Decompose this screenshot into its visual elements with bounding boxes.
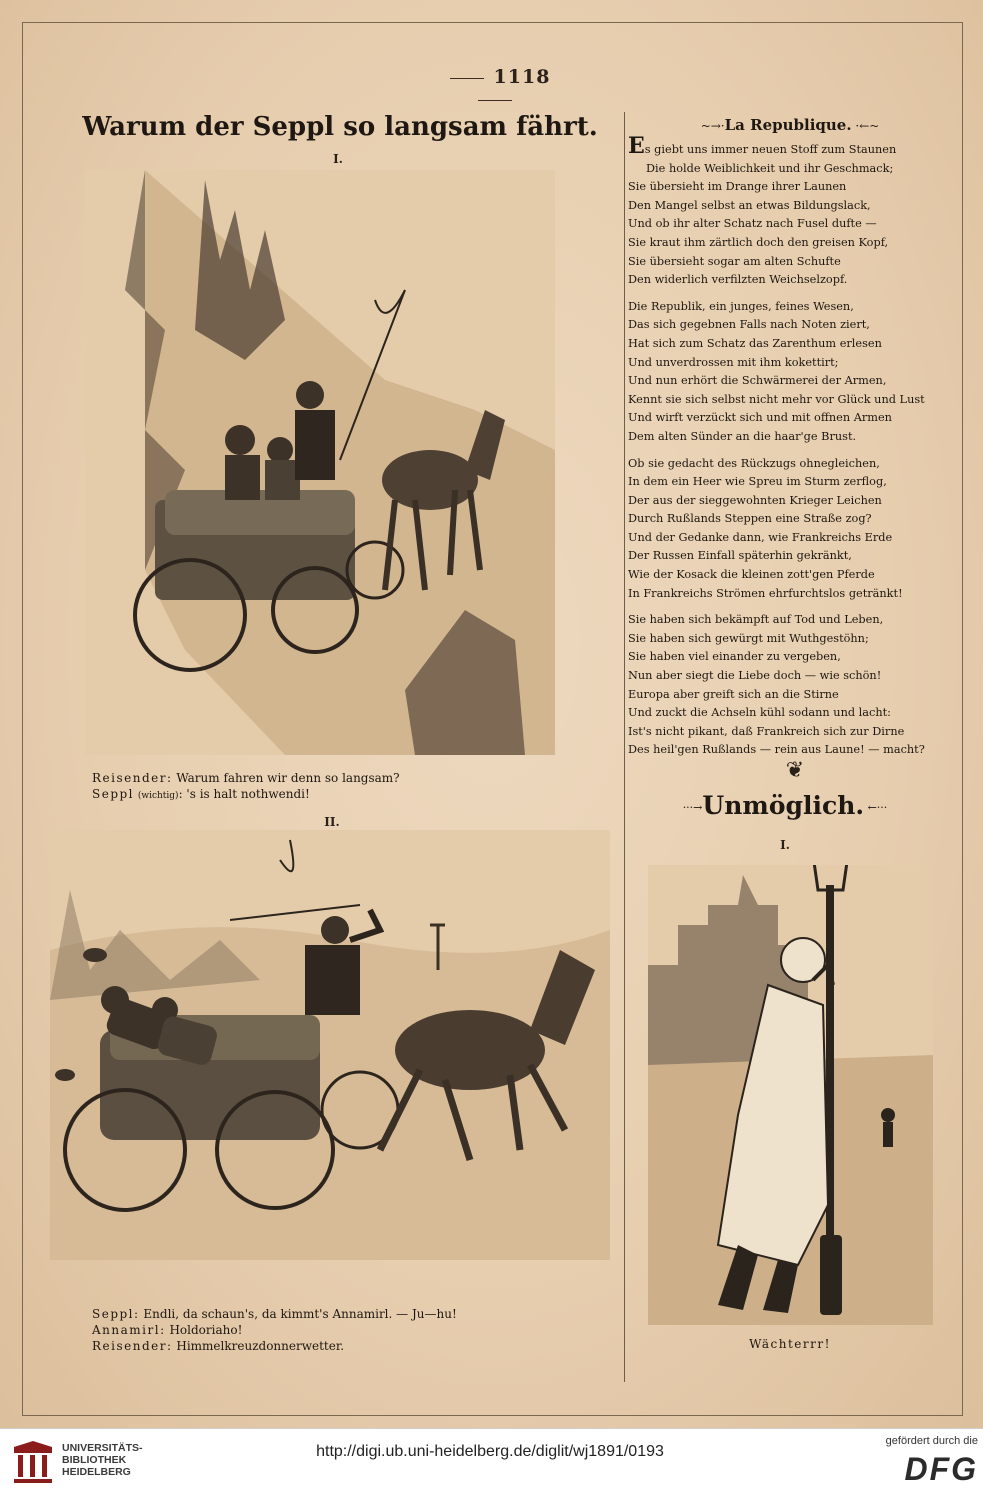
stanza bbox=[628, 298, 953, 447]
poem-line: Und nun erhört die Schwärmerei der Armen, bbox=[628, 374, 887, 388]
poem-line: Ob sie gedacht des Rückzugs ohnegleichen, bbox=[628, 456, 880, 470]
funding-label: gefördert durch die bbox=[885, 1435, 978, 1447]
dialogue-text: Holdoriaho! bbox=[169, 1323, 243, 1337]
poem-line: Wie der Kosack die kleinen zott'gen Pferde bbox=[628, 568, 875, 582]
part2-label: II. bbox=[324, 815, 340, 829]
poem-line: Nun aber siegt die Liebe doch — wie schön! bbox=[628, 669, 882, 683]
poem-line: In Frankreichs Strömen ehrfurchtslos getränkt! bbox=[628, 586, 903, 600]
stage-direction: (wichtig) bbox=[137, 791, 179, 801]
poem-line: Sie haben viel einander zu vergeben, bbox=[628, 650, 841, 664]
dialogue-text: Endli, da schaun's, da kimmt's Annamirl. — Ju—hu! bbox=[143, 1307, 457, 1321]
galloping-carriage-drawing bbox=[50, 830, 610, 1260]
dialogue-text: Warum fahren wir denn so langsam? bbox=[176, 771, 400, 785]
poem-line: Die Republik, ein junges, feines Wesen, bbox=[628, 299, 854, 313]
second-cartoon-label: I. bbox=[780, 838, 790, 852]
second-cartoon-title: ···→ Unmöglich. ←··· bbox=[660, 791, 910, 820]
poem-line: Sie übersieht sogar am alten Schufte bbox=[628, 254, 841, 268]
column-divider bbox=[624, 112, 625, 1382]
poem-line: Des heil'gen Rußlands — rein aus Laune! — macht? bbox=[628, 743, 925, 757]
part1-label: I. bbox=[333, 152, 343, 166]
poem-line: Durch Rußlands Steppen eine Straße zog? bbox=[628, 512, 872, 526]
poem-line: Den Mangel selbst an etwas Bildungslack, bbox=[628, 198, 871, 212]
poem-line: Hat sich zum Schatz das Zarenthum erlesen bbox=[628, 336, 882, 350]
poem-line: In dem ein Heer wie Spreu im Sturm zerflog, bbox=[628, 475, 887, 489]
poem-line: Sie übersieht im Drange ihrer Launen bbox=[628, 180, 847, 194]
speaker-name: Reisender: bbox=[92, 771, 173, 785]
speaker-name: Seppl: bbox=[92, 1307, 140, 1321]
poem-line: Und unverdrossen mit ihm kokettirt; bbox=[628, 355, 839, 369]
speaker-name: Annamirl: bbox=[92, 1323, 166, 1337]
poem-line: Kennt sie sich selbst nicht mehr vor Glück und Lust bbox=[628, 392, 925, 406]
speaker-name: Seppl bbox=[92, 787, 135, 801]
poem-line: Die holde Weiblichkeit und ihr Geschmack; bbox=[646, 161, 894, 175]
caption-line bbox=[92, 786, 400, 804]
speaker-name: Reisender: bbox=[92, 1339, 173, 1353]
poem-line: Und zuckt die Achseln kühl sodann und lacht: bbox=[628, 706, 891, 720]
poem-line: Sie kraut ihm zärtlich doch den greisen Kopf, bbox=[628, 235, 889, 249]
poem-line: Den widerlich verfilzten Weichselzopf. bbox=[628, 273, 848, 287]
poem-title: ~→· La Republique. ·←~ bbox=[640, 116, 940, 134]
poem-line: Sie haben sich bekämpft auf Tod und Leben, bbox=[628, 613, 884, 627]
page-number: 1118 bbox=[420, 66, 570, 110]
poem-line: Ist's nicht pikant, daß Frankreich sich zur Dirne bbox=[628, 724, 905, 738]
caption-line bbox=[92, 1306, 457, 1322]
viewer-footer bbox=[0, 1428, 983, 1496]
carriage-hill-drawing bbox=[85, 170, 555, 755]
poem-line: Das sich gegebnen Falls nach Noten ziert, bbox=[628, 318, 870, 332]
poem-line: Sie haben sich gewürgt mit Wuthgestöhn; bbox=[628, 631, 869, 645]
university-seal-icon bbox=[10, 1439, 56, 1485]
illustration-carriage-on-hill bbox=[85, 170, 555, 755]
second-cartoon-caption: Wächterrr! bbox=[749, 1337, 831, 1351]
caption-line bbox=[92, 1322, 457, 1338]
dfg-logo: DFG bbox=[904, 1451, 978, 1487]
stanza bbox=[628, 455, 953, 604]
ornament-icon: ❦ bbox=[785, 758, 805, 783]
caption-line bbox=[92, 1338, 457, 1354]
poem-line: Europa aber greift sich an die Stirne bbox=[628, 687, 839, 701]
dialogue-text: Himmelkreuzdonnerwetter. bbox=[176, 1339, 345, 1353]
poem-line: Es giebt uns immer neuen Stoff zum Staunen bbox=[628, 133, 897, 159]
caption-line bbox=[92, 770, 400, 786]
poem-line: Und ob ihr alter Schatz nach Fusel dufte — bbox=[628, 217, 877, 231]
university-library-name bbox=[62, 1442, 143, 1478]
poem-body bbox=[628, 133, 953, 768]
poem-line: Der Russen Einfall späterhin gekränkt, bbox=[628, 549, 852, 563]
illustration-man-at-lamppost bbox=[648, 865, 933, 1325]
poem-line: Der aus der sieggewohnten Krieger Leichen bbox=[628, 493, 882, 507]
dialogue-text: : 's is halt nothwendi! bbox=[178, 787, 310, 801]
poem-line: Und der Gedanke dann, wie Frankreichs Erde bbox=[628, 530, 893, 544]
institution-line: UNIVERSITÄTS- bbox=[62, 1442, 143, 1454]
cartoon-title: Warum der Seppl so langsam fährt. bbox=[82, 112, 598, 142]
institution-line: HEIDELBERG bbox=[62, 1466, 131, 1478]
institution-line: BIBLIOTHEK bbox=[62, 1454, 127, 1466]
illustration-galloping-carriage bbox=[50, 830, 610, 1260]
caption-part1 bbox=[92, 770, 400, 804]
caption-part2 bbox=[92, 1306, 457, 1354]
lamppost-drawing bbox=[648, 865, 933, 1325]
poem-line: Und wirft verzückt sich und mit offnen Armen bbox=[628, 411, 892, 425]
stanza bbox=[628, 611, 953, 760]
permalink-url[interactable]: http://digi.ub.uni-heidelberg.de/diglit/wj1891/0193 bbox=[316, 1443, 664, 1460]
poem-line: Dem alten Sünder an die haar'ge Brust. bbox=[628, 429, 857, 443]
stanza bbox=[628, 133, 953, 290]
